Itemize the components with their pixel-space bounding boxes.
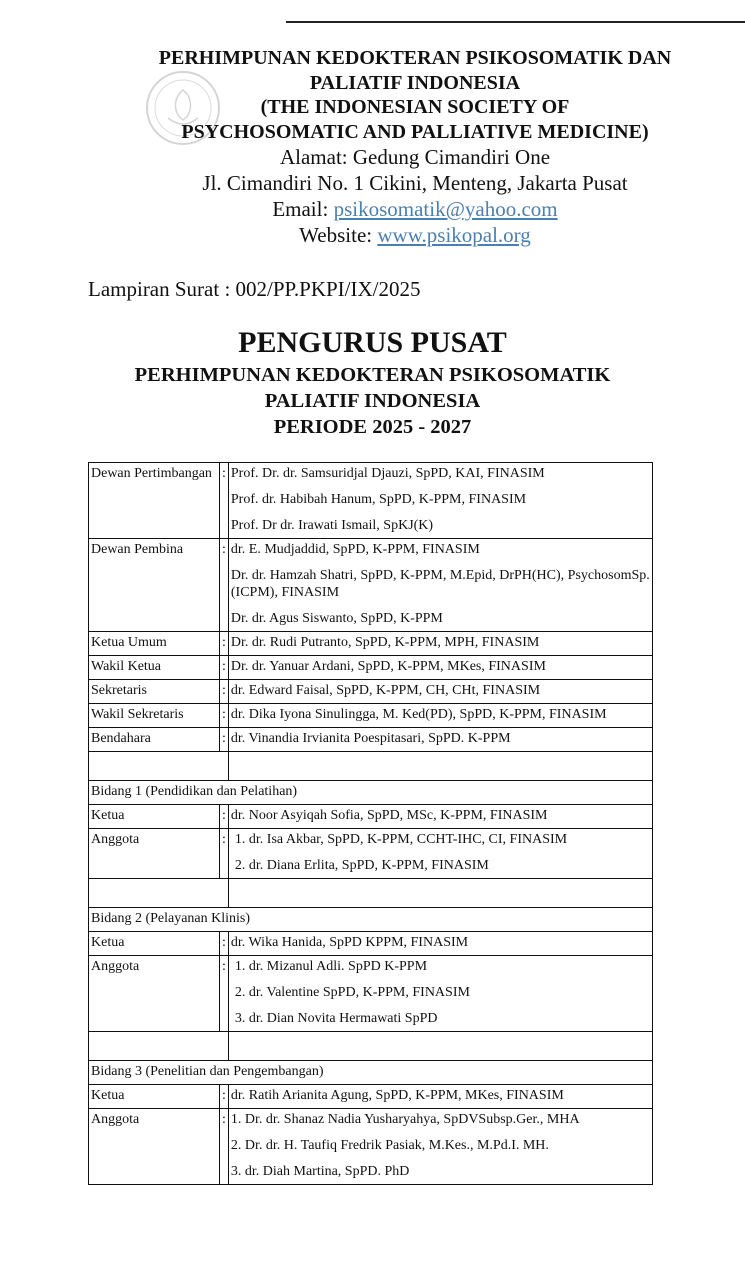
member-name: dr. Edward Faisal, SpPD, K-PPM, CH, CHt, FINASIM xyxy=(230,683,541,698)
email-line xyxy=(60,196,745,222)
member-name: Dr. dr. Rudi Putranto, SpPD, K-PPM, MPH, FINASIM xyxy=(230,635,540,650)
colon-separator: : xyxy=(220,656,229,680)
member-names xyxy=(228,680,652,704)
table-row xyxy=(89,932,653,956)
member-name: 1. dr. Isa Akbar, SpPD, K-PPM, CCHT-IHC, CI, FINASIM xyxy=(234,832,568,847)
member-names xyxy=(228,539,652,632)
colon-separator: : xyxy=(220,680,229,704)
role-label: Sekretaris xyxy=(89,680,220,704)
member-name: 1. dr. Mizanul Adli. SpPD K-PPM xyxy=(234,959,428,974)
member-name: Prof. Dr. dr. Samsuridjal Djauzi, SpPD, KAI, FINASIM xyxy=(230,466,545,481)
colon-separator: : xyxy=(220,463,229,539)
section-row xyxy=(89,908,653,932)
table-row xyxy=(89,956,653,1032)
member-names xyxy=(228,463,652,539)
member-name: Dr. dr. Hamzah Shatri, SpPD, K-PPM, M.Epid, DrPH(HC), PsychosomSp.(ICPM), FINASIM xyxy=(230,568,650,600)
colon-separator: : xyxy=(220,704,229,728)
table-row xyxy=(89,539,653,632)
member-name: dr. Vinandia Irvianita Poespitasari, SpPD. K-PPM xyxy=(230,731,511,746)
blank-cell xyxy=(228,879,652,908)
member-names xyxy=(228,1085,652,1109)
colon-separator: : xyxy=(220,632,229,656)
member-name: Dr. dr. Agus Siswanto, SpPD, K-PPM xyxy=(230,611,443,626)
colon-separator: : xyxy=(220,728,229,752)
role-label: Anggota xyxy=(89,1109,220,1185)
board-table xyxy=(88,462,653,1185)
blank-cell xyxy=(228,752,652,781)
title-line4: PERIODE 2025 - 2027 xyxy=(273,416,472,438)
blank-row xyxy=(89,1032,653,1061)
role-label: Bendahara xyxy=(89,728,220,752)
letterhead xyxy=(60,46,745,248)
blank-cell xyxy=(228,1032,652,1061)
address-line1: Alamat: Gedung Cimandiri One xyxy=(279,145,551,169)
member-names xyxy=(228,829,652,879)
blank-row xyxy=(89,752,653,781)
document-title xyxy=(0,324,745,440)
address-line2: Jl. Cimandiri No. 1 Cikini, Menteng, Jakarta Pusat xyxy=(202,171,628,195)
org-name-en-line1: (THE INDONESIAN SOCIETY OF xyxy=(260,96,570,118)
title-line3: PALIATIF INDONESIA xyxy=(264,390,481,412)
member-names xyxy=(228,956,652,1032)
table-row xyxy=(89,1109,653,1185)
table-row xyxy=(89,728,653,752)
table-row xyxy=(89,1085,653,1109)
role-label: Ketua xyxy=(89,805,220,829)
board-table-body xyxy=(89,463,653,1185)
member-name: dr. Dika Iyona Sinulingga, M. Ked(PD), SpPD, K-PPM, FINASIM xyxy=(230,707,607,722)
member-names xyxy=(228,805,652,829)
member-name: dr. E. Mudjaddid, SpPD, K-PPM, FINASIM xyxy=(230,542,480,557)
member-names xyxy=(228,704,652,728)
website-label: Website: xyxy=(299,223,378,247)
section-heading: Bidang 3 (Penelitian dan Pengembangan) xyxy=(89,1061,653,1085)
section-heading: Bidang 2 (Pelayanan Klinis) xyxy=(89,908,653,932)
email-link[interactable]: psikosomatik@yahoo.com xyxy=(333,197,558,221)
role-label: Wakil Sekretaris xyxy=(89,704,220,728)
title-line2: PERHIMPUNAN KEDOKTERAN PSIKOSOMATIK xyxy=(134,364,611,386)
blank-row xyxy=(89,879,653,908)
colon-separator: : xyxy=(220,1109,229,1185)
member-names xyxy=(228,1109,652,1185)
website-link[interactable]: www.psikopal.org xyxy=(377,223,531,247)
role-label: Dewan Pembina xyxy=(89,539,220,632)
member-name: Prof. Dr dr. Irawati Ismail, SpKJ(K) xyxy=(230,518,434,533)
table-row xyxy=(89,680,653,704)
title-line1: PENGURUS PUSAT xyxy=(238,326,507,359)
member-name: Dr. dr. Yanuar Ardani, SpPD, K-PPM, MKes, FINASIM xyxy=(230,659,546,674)
blank-cell xyxy=(89,879,229,908)
table-row xyxy=(89,632,653,656)
role-label: Ketua xyxy=(89,1085,220,1109)
role-label: Ketua xyxy=(89,932,220,956)
member-names xyxy=(228,632,652,656)
member-name: dr. Wika Hanida, SpPD KPPM, FINASIM xyxy=(230,935,469,950)
role-label: Wakil Ketua xyxy=(89,656,220,680)
role-label: Anggota xyxy=(89,829,220,879)
member-name: 2. Dr. dr. H. Taufiq Fredrik Pasiak, M.Kes., M.Pd.I. MH. xyxy=(230,1138,549,1153)
colon-separator: : xyxy=(220,829,229,879)
org-name-en-line2: PSYCHOSOMATIC AND PALLIATIVE MEDICINE) xyxy=(181,120,649,143)
table-row xyxy=(89,656,653,680)
member-names xyxy=(228,656,652,680)
table-row xyxy=(89,704,653,728)
member-name: 2. dr. Valentine SpPD, K-PPM, FINASIM xyxy=(234,985,470,1000)
attachment-reference: Lampiran Surat : 002/PP.PKPI/IX/2025 xyxy=(88,277,421,301)
section-row xyxy=(89,1061,653,1085)
member-name: dr. Noor Asyiqah Sofia, SpPD, MSc, K-PPM, FINASIM xyxy=(230,808,548,823)
member-names xyxy=(228,932,652,956)
blank-cell xyxy=(89,1032,229,1061)
section-heading: Bidang 1 (Pendidikan dan Pelatihan) xyxy=(89,781,653,805)
member-name: 1. Dr. dr. Shanaz Nadia Yusharyahya, SpDVSubsp.Ger., MHA xyxy=(230,1112,580,1127)
role-label: Ketua Umum xyxy=(89,632,220,656)
website-line xyxy=(60,222,745,248)
role-label: Dewan Pertimbangan xyxy=(89,463,220,539)
top-horizontal-rule xyxy=(286,21,745,23)
table-row xyxy=(89,805,653,829)
colon-separator: : xyxy=(220,1085,229,1109)
section-row xyxy=(89,781,653,805)
org-name-line1: PERHIMPUNAN KEDOKTERAN PSIKOSOMATIK DAN xyxy=(158,47,672,69)
blank-cell xyxy=(89,752,229,781)
colon-separator: : xyxy=(220,932,229,956)
member-names xyxy=(228,728,652,752)
colon-separator: : xyxy=(220,805,229,829)
member-name: dr. Ratih Arianita Agung, SpPD, K-PPM, MKes, FINASIM xyxy=(230,1088,564,1103)
member-name: 3. dr. Dian Novita Hermawati SpPD xyxy=(234,1011,438,1026)
org-name-line2: PALIATIF INDONESIA xyxy=(309,71,521,94)
member-name: Prof. dr. Habibah Hanum, SpPD, K-PPM, FINASIM xyxy=(230,492,527,507)
member-name: 2. dr. Diana Erlita, SpPD, K-PPM, FINASIM xyxy=(234,858,489,873)
email-label: Email: xyxy=(272,197,334,221)
member-name: 3. dr. Diah Martina, SpPD. PhD xyxy=(230,1164,410,1179)
colon-separator: : xyxy=(220,956,229,1032)
role-label: Anggota xyxy=(89,956,220,1032)
colon-separator: : xyxy=(220,539,229,632)
table-row xyxy=(89,463,653,539)
table-row xyxy=(89,829,653,879)
